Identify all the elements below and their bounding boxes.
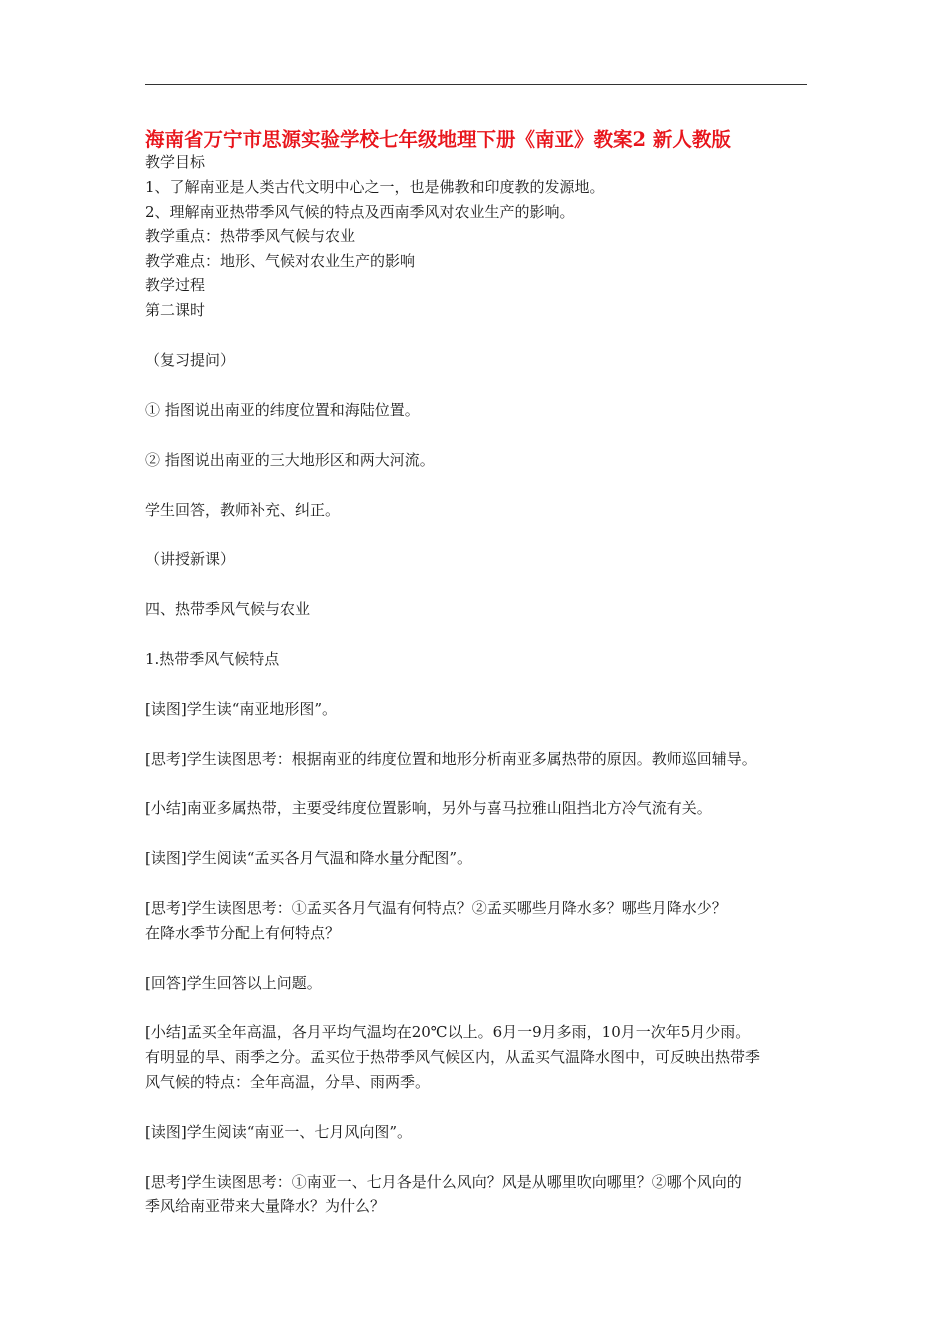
text-line: [读图]学生阅读“南亚一、七月风向图”。 xyxy=(145,1123,413,1141)
text-line: 1.热带季风气候特点 xyxy=(145,650,280,668)
text-line: 第二课时 xyxy=(145,301,206,319)
text-line: ① 指图说出南亚的纬度位置和海陆位置。 xyxy=(145,401,420,419)
text-line: （复习提问） xyxy=(145,351,236,369)
text-line: 教学难点：地形、气候对农业生产的影响 xyxy=(145,252,416,270)
text-line: [读图]学生阅读“孟买各月气温和降水量分配图”。 xyxy=(145,849,473,867)
text-line: [读图]学生读“南亚地形图”。 xyxy=(145,700,338,718)
text-line: ② 指图说出南亚的三大地形区和两大河流。 xyxy=(145,451,435,469)
text-line: 2、理解南亚热带季风气候的特点及西南季风对农业生产的影响。 xyxy=(145,203,575,221)
text-line: [回答]学生回答以上问题。 xyxy=(145,974,322,992)
text-line: [思考]学生读图思考：根据南亚的纬度位置和地形分析南亚多属热带的原因。教师巡回辅导。 xyxy=(145,750,757,768)
text-line: 教学过程 xyxy=(145,276,206,294)
text-line: 季风给南亚带来大量降水？为什么？ xyxy=(145,1197,386,1215)
document-title: 海南省万宁市思源实验学校七年级地理下册《南亚》教案2 新人教版 xyxy=(145,128,731,151)
text-line: [小结]孟买全年高温，各月平均气温均在20℃以上。6月一9月多雨，10月一次年5月少雨。 xyxy=(145,1023,751,1041)
text-line: 风气候的特点：全年高温，分旱、雨两季。 xyxy=(145,1073,431,1091)
text-line: [小结]南亚多属热带，主要受纬度位置影响，另外与喜马拉雅山阻挡北方冷气流有关。 xyxy=(145,799,712,817)
text-line: 有明显的旱、雨季之分。孟买位于热带季风气候区内，从孟买气温降水图中，可反映出热带季 xyxy=(145,1048,761,1066)
text-line: 学生回答，教师补充、纠正。 xyxy=(145,501,341,519)
text-line: 1、了解南亚是人类古代文明中心之一，也是佛教和印度教的发源地。 xyxy=(145,178,605,196)
text-line: 教学重点：热带季风气候与农业 xyxy=(145,227,356,245)
text-line: 教学目标 xyxy=(145,153,206,171)
text-line: 四、热带季风气候与农业 xyxy=(145,600,311,618)
text-line: 在降水季节分配上有何特点？ xyxy=(145,924,341,942)
text-line: [思考]学生读图思考：①南亚一、七月各是什么风向？风是从哪里吹向哪里？②哪个风向的 xyxy=(145,1173,742,1191)
text-line: [思考]学生读图思考：①孟买各月气温有何特点？②孟买哪些月降水多？哪些月降水少？ xyxy=(145,899,727,917)
text-line: （讲授新课） xyxy=(145,550,236,568)
header-rule xyxy=(145,84,807,85)
